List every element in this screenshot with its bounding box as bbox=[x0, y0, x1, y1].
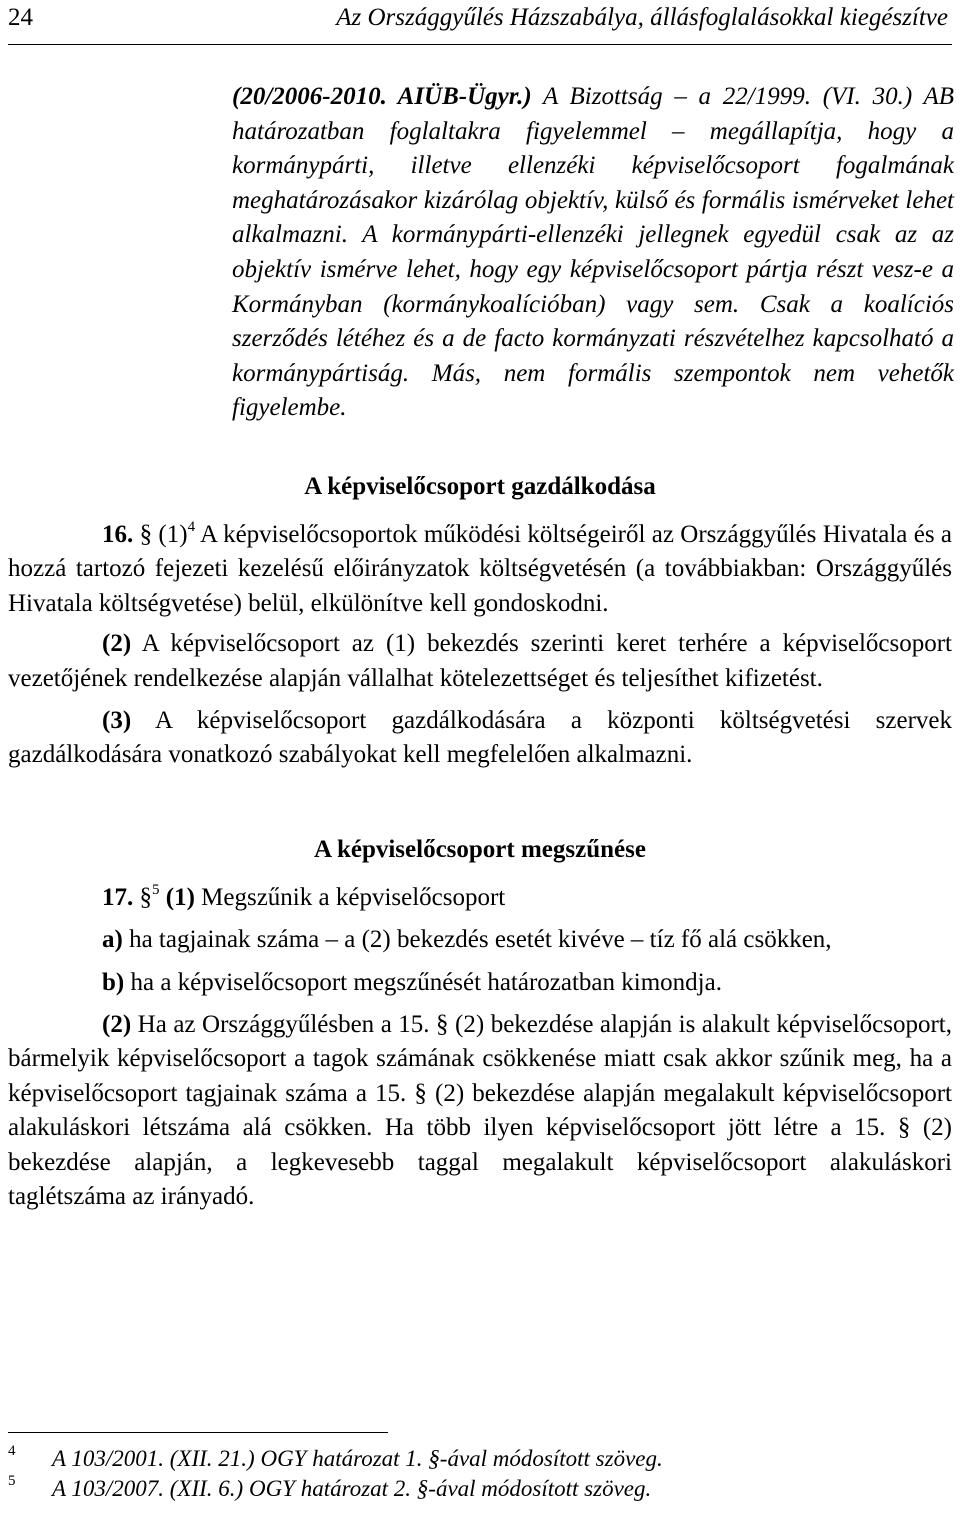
section-number-17: 17. bbox=[102, 883, 134, 911]
paragraph-17-1-label: (1) bbox=[165, 883, 195, 911]
paragraph-16-1 bbox=[8, 518, 952, 621]
paragraph-16-2-label: (2) bbox=[102, 630, 132, 658]
item-a bbox=[8, 923, 952, 957]
section-mark-17: § bbox=[139, 883, 152, 911]
item-a-label: a) bbox=[102, 926, 123, 954]
main-text bbox=[8, 470, 952, 1215]
paragraph-16-2 bbox=[8, 627, 952, 696]
paragraph-17-1 bbox=[8, 881, 952, 915]
item-b-label: b) bbox=[102, 968, 125, 996]
footnotes bbox=[8, 1444, 952, 1504]
section-heading-megszunes: A képviselőcsoport megszűnése bbox=[314, 835, 646, 863]
footnote-number: 4 bbox=[8, 1443, 16, 1459]
paragraph-16-3-text: A képviselőcsoport gazdálkodására a központi költségvetési szervek gazdálkodására vonatkozó szabályokat kell megfelelően alkalmazni. bbox=[8, 707, 952, 769]
footnote-text: A 103/2001. (XII. 21.) OGY határozat 1. §-ával módosított szöveg. bbox=[52, 1446, 663, 1471]
section-number-16: 16. bbox=[102, 521, 134, 548]
item-b bbox=[8, 966, 952, 1000]
paragraph-16-1-text: A képviselőcsoportok működési költségeiről az Országgyűlés Hivatala és a hozzá tartozó fejezeti kezelésű előirányzatok költségvetésén (a továbbiakban: Országgyűlés Hivatala költségvetése) belül, elkülönítve kell gondoskodni. bbox=[8, 521, 952, 617]
footnote-4 bbox=[8, 1444, 952, 1474]
committee-opinion-text: A Bizottság – a 22/1999. (VI. 30.) AB határozatban foglaltakra figyelemmel – megállapítja, hogy a kormánypárti, illetve ellenzéki képviselőcsoport fogalmának meghatározásakor kizárólag objektív, külső és formális ismérveket lehet alkalmazni. A kormánypárti-ellenzéki jellegnek egyedül csak az az objektív ismérve lehet, hogy egy képviselőcsoport pártja részt vesz-e a Kormányban (kormánykoalícióban) vagy sem. Csak a koalíciós szerződés létéhez és a de facto kormányzati részvételhez kapcsolható a kormánypártiság. Más, nem formális szempontok nem vehetők figyelembe. bbox=[232, 83, 955, 422]
item-b-text: ha a képviselőcsoport megszűnését határozatban kimondja. bbox=[124, 968, 722, 996]
page-header bbox=[8, 0, 952, 45]
paragraph-16-2-text: A képviselőcsoport az (1) bekezdés szerinti keret terhére a képviselőcsoport vezetőjének rendelkezése alapján vállalhat kötelezettséget és teljesíthet kifizetést. bbox=[8, 630, 952, 692]
footnote-number: 5 bbox=[8, 1473, 16, 1489]
item-a-text: ha tagjainak száma – a (2) bekezdés esetét kivéve – tíz fő alá csökken, bbox=[122, 926, 832, 954]
footnote-5 bbox=[8, 1474, 952, 1504]
footnote-ref-4: 4 bbox=[187, 518, 196, 535]
paragraph-16-3-label: (3) bbox=[102, 707, 132, 735]
paragraph-17-1-text: Megszűnik a képviselőcsoport bbox=[194, 883, 506, 911]
section-heading-gazdalkodas: A képviselőcsoport gazdálkodása bbox=[304, 473, 656, 500]
page-number: 24 bbox=[8, 4, 33, 31]
committee-opinion-block bbox=[232, 80, 954, 426]
committee-opinion-ref: (20/2006-2010. AIÜB-Ügyr.) bbox=[232, 83, 532, 110]
footnote-ref-5: 5 bbox=[152, 881, 160, 898]
section-mark-16: § (1) bbox=[139, 521, 188, 548]
running-title: Az Országgyűlés Házszabálya, állásfoglalásokkal kiegészítve bbox=[336, 4, 948, 31]
footnote-text: A 103/2007. (XII. 6.) OGY határozat 2. §-ával módosított szöveg. bbox=[52, 1476, 652, 1501]
paragraph-16-3 bbox=[8, 704, 952, 773]
paragraph-17-2-label: (2) bbox=[102, 1011, 132, 1039]
footnote-divider bbox=[8, 1432, 388, 1433]
paragraph-17-2 bbox=[8, 1008, 952, 1214]
paragraph-17-2-text: Ha az Országgyűlésben a 15. § (2) bekezdése alapján is alakult képviselőcsoport, bármelyik képviselőcsoport a tagok számának csökkenése miatt csak akkor szűnik meg, ha a képviselőcsoport tagjainak száma a 15. § (2) bekezdése alapján megalakult képviselőcsoport alakuláskori létszáma alá csökken. Ha több ilyen képviselőcsoport jött létre a 15. § (2) bekezdése alapján, a legkevesebb taggal megalakult képviselőcsoport alakuláskori taglétszáma az irányadó. bbox=[8, 1011, 952, 1211]
